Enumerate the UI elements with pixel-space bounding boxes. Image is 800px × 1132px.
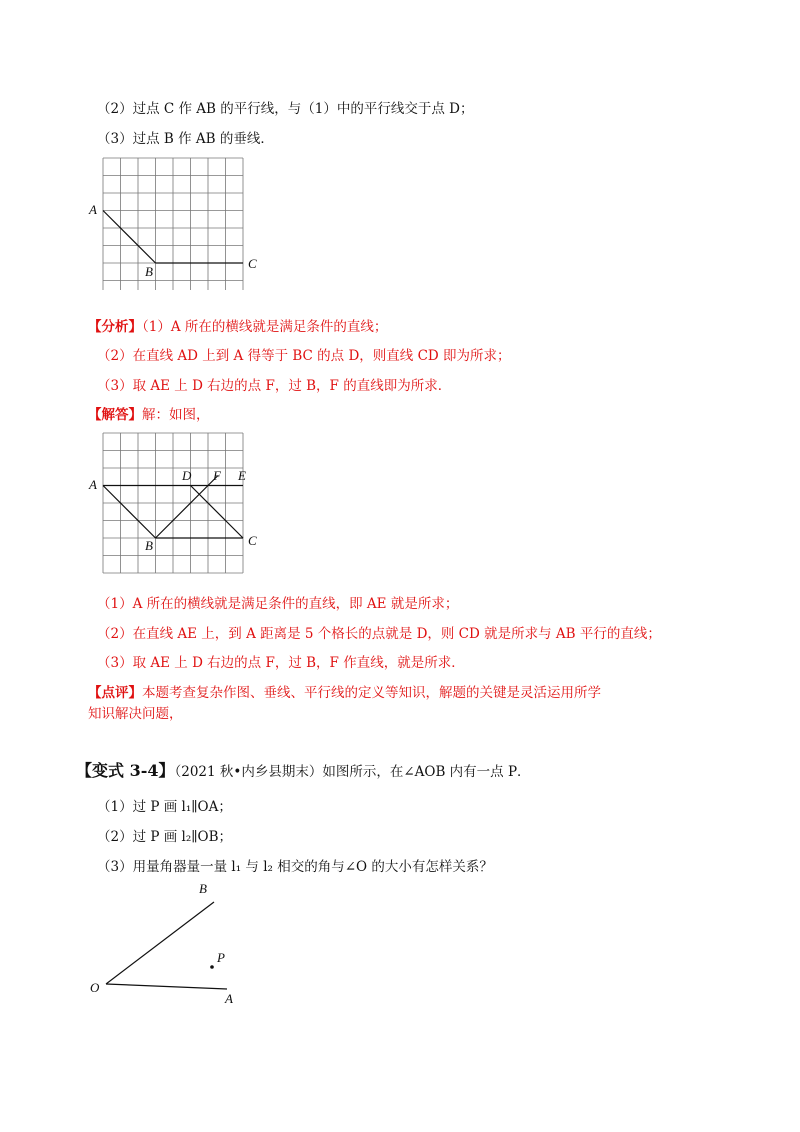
label-f: F bbox=[213, 468, 221, 483]
solution-intro: 解：如图， bbox=[142, 407, 210, 423]
label-b: B bbox=[145, 538, 153, 553]
question-3: （3）用量角器量一量 l₁ 与 l₂ 相交的角与∠O 的大小有怎样关系？ bbox=[97, 859, 493, 875]
label-c: C bbox=[248, 256, 257, 271]
analysis-block bbox=[88, 318, 387, 336]
label-a: A bbox=[89, 477, 97, 492]
comment-line-2: 知识解决问题， bbox=[88, 706, 183, 722]
label-c: C bbox=[248, 533, 257, 548]
figure-2-grid bbox=[85, 428, 275, 578]
label-o: O bbox=[90, 980, 100, 995]
label-e: E bbox=[238, 468, 246, 483]
segment-ab bbox=[103, 211, 156, 264]
label-a: A bbox=[89, 202, 97, 217]
figure-3-angle bbox=[82, 876, 252, 1011]
label-b: B bbox=[145, 264, 153, 279]
question-2: （2）过 P 画 l₂∥OB； bbox=[97, 829, 232, 845]
ray-oa bbox=[106, 984, 227, 989]
variant-source: （2021 秋•内乡县期末）如图所示，在∠AOB 内有一点 P． bbox=[174, 764, 531, 780]
analysis-line-2: （2）在直线 AD 上到 A 得等于 BC 的点 D，则直线 CD 即为所求； bbox=[97, 348, 511, 364]
step-3-text: （3）过点 B 作 AB 的垂线． bbox=[97, 131, 274, 147]
question-1: （1）过 P 画 l₁∥OA； bbox=[97, 799, 232, 815]
label-p: P bbox=[217, 950, 225, 965]
segment-dc bbox=[191, 486, 244, 539]
variant-header bbox=[76, 762, 531, 781]
figure-1-grid bbox=[85, 150, 275, 300]
comment-line-1: 本题考查复杂作图、垂线、平行线的定义等知识，解题的关键是灵活运用所学 bbox=[142, 685, 601, 701]
label-a: A bbox=[225, 991, 233, 1006]
solution-line-1: （1）A 所在的横线就是满足条件的直线，即 AE 就是所求； bbox=[97, 596, 459, 612]
label-d: D bbox=[182, 468, 192, 483]
solution-header bbox=[88, 406, 210, 424]
point-p bbox=[210, 965, 214, 969]
comment-tag: 【点评】 bbox=[88, 685, 142, 701]
segment-bf bbox=[156, 486, 209, 539]
solution-line-3: （3）取 AE 上 D 右边的点 F，过 B，F 作直线，就是所求． bbox=[97, 655, 465, 671]
solution-line-2: （2）在直线 AE 上，到 A 距离是 5 个格长的点就是 D，则 CD 就是所求与 AB 平行的直线； bbox=[97, 626, 661, 642]
grid-lines bbox=[103, 158, 243, 290]
analysis-line-1: （1）A 所在的横线就是满足条件的直线； bbox=[142, 319, 388, 335]
solution-tag: 【解答】 bbox=[88, 407, 142, 423]
analysis-tag: 【分析】 bbox=[88, 319, 142, 335]
analysis-line-3: （3）取 AE 上 D 右边的点 F，过 B，F 的直线即为所求． bbox=[97, 378, 452, 394]
comment-block bbox=[88, 684, 601, 702]
step-2-text: （2）过点 C 作 AB 的平行线，与（1）中的平行线交于点 D； bbox=[97, 101, 474, 117]
segment-ab bbox=[103, 486, 156, 539]
ray-ob bbox=[106, 902, 214, 984]
grid-lines bbox=[103, 433, 243, 573]
variant-tag: 【变式 3-4】 bbox=[76, 761, 175, 780]
label-b: B bbox=[199, 881, 207, 896]
